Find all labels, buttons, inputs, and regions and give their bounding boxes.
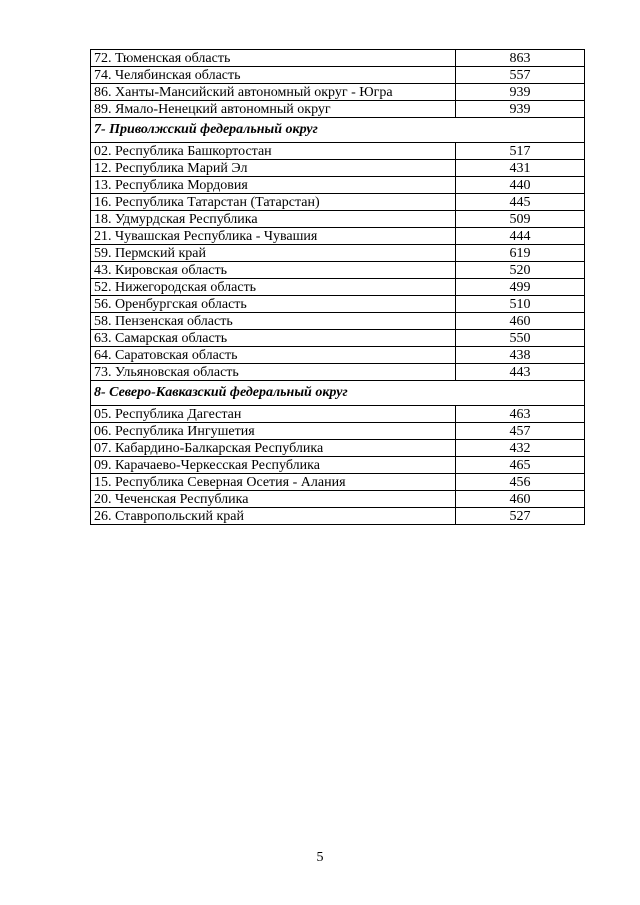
regions-table-body	[91, 50, 585, 525]
region-value-cell: 444	[456, 228, 585, 245]
region-value-cell: 863	[456, 50, 585, 67]
table-row	[91, 194, 585, 211]
section-title: 8- Северо-Кавказский федеральный округ	[91, 381, 585, 406]
region-name-cell: 72. Тюменская область	[91, 50, 456, 67]
region-name-cell: 26. Ставропольский край	[91, 508, 456, 525]
region-value-cell: 939	[456, 101, 585, 118]
table-row	[91, 406, 585, 423]
table-row	[91, 143, 585, 160]
region-value-cell: 557	[456, 67, 585, 84]
table-row	[91, 296, 585, 313]
region-name-cell: 13. Республика Мордовия	[91, 177, 456, 194]
table-row	[91, 67, 585, 84]
table-row	[91, 491, 585, 508]
region-value-cell: 457	[456, 423, 585, 440]
table-row	[91, 279, 585, 296]
region-value-cell: 460	[456, 313, 585, 330]
region-value-cell: 445	[456, 194, 585, 211]
region-name-cell: 09. Карачаево-Черкесская Республика	[91, 457, 456, 474]
section-header-row	[91, 381, 585, 406]
region-value-cell: 443	[456, 364, 585, 381]
region-name-cell: 21. Чувашская Республика - Чувашия	[91, 228, 456, 245]
section-title: 7- Приволжский федеральный округ	[91, 118, 585, 143]
region-value-cell: 465	[456, 457, 585, 474]
region-name-cell: 63. Самарская область	[91, 330, 456, 347]
region-name-cell: 73. Ульяновская область	[91, 364, 456, 381]
table-row	[91, 50, 585, 67]
region-value-cell: 456	[456, 474, 585, 491]
table-row	[91, 262, 585, 279]
region-name-cell: 64. Саратовская область	[91, 347, 456, 364]
region-name-cell: 58. Пензенская область	[91, 313, 456, 330]
region-name-cell: 07. Кабардино-Балкарская Республика	[91, 440, 456, 457]
table-row	[91, 177, 585, 194]
region-value-cell: 499	[456, 279, 585, 296]
table-row	[91, 101, 585, 118]
region-name-cell: 15. Республика Северная Осетия - Алания	[91, 474, 456, 491]
region-value-cell: 527	[456, 508, 585, 525]
table-row	[91, 211, 585, 228]
table-row	[91, 364, 585, 381]
region-value-cell: 431	[456, 160, 585, 177]
region-name-cell: 05. Республика Дагестан	[91, 406, 456, 423]
region-name-cell: 18. Удмурдская Республика	[91, 211, 456, 228]
table-row	[91, 84, 585, 101]
page-number: 5	[316, 850, 324, 865]
region-name-cell: 12. Республика Марий Эл	[91, 160, 456, 177]
table-row	[91, 245, 585, 262]
region-value-cell: 550	[456, 330, 585, 347]
region-value-cell: 509	[456, 211, 585, 228]
table-row	[91, 440, 585, 457]
region-name-cell: 74. Челябинская область	[91, 67, 456, 84]
table-row	[91, 508, 585, 525]
table-row	[91, 474, 585, 491]
region-value-cell: 463	[456, 406, 585, 423]
region-name-cell: 43. Кировская область	[91, 262, 456, 279]
region-value-cell: 440	[456, 177, 585, 194]
region-name-cell: 59. Пермский край	[91, 245, 456, 262]
region-name-cell: 52. Нижегородская область	[91, 279, 456, 296]
table-row	[91, 457, 585, 474]
region-value-cell: 510	[456, 296, 585, 313]
table-row	[91, 313, 585, 330]
region-name-cell: 06. Республика Ингушетия	[91, 423, 456, 440]
region-name-cell: 86. Ханты-Мансийский автономный округ - Югра	[91, 84, 456, 101]
table-row	[91, 228, 585, 245]
region-value-cell: 460	[456, 491, 585, 508]
region-value-cell: 438	[456, 347, 585, 364]
region-value-cell: 520	[456, 262, 585, 279]
table-row	[91, 330, 585, 347]
region-value-cell: 939	[456, 84, 585, 101]
table-row	[91, 347, 585, 364]
region-value-cell: 432	[456, 440, 585, 457]
region-name-cell: 89. Ямало-Ненецкий автономный округ	[91, 101, 456, 118]
region-name-cell: 56. Оренбургская область	[91, 296, 456, 313]
region-value-cell: 619	[456, 245, 585, 262]
region-value-cell: 517	[456, 143, 585, 160]
table-row	[91, 160, 585, 177]
regions-table	[90, 49, 585, 525]
table-row	[91, 423, 585, 440]
section-header-row	[91, 118, 585, 143]
region-name-cell: 20. Чеченская Республика	[91, 491, 456, 508]
region-name-cell: 02. Республика Башкортостан	[91, 143, 456, 160]
region-name-cell: 16. Республика Татарстан (Татарстан)	[91, 194, 456, 211]
